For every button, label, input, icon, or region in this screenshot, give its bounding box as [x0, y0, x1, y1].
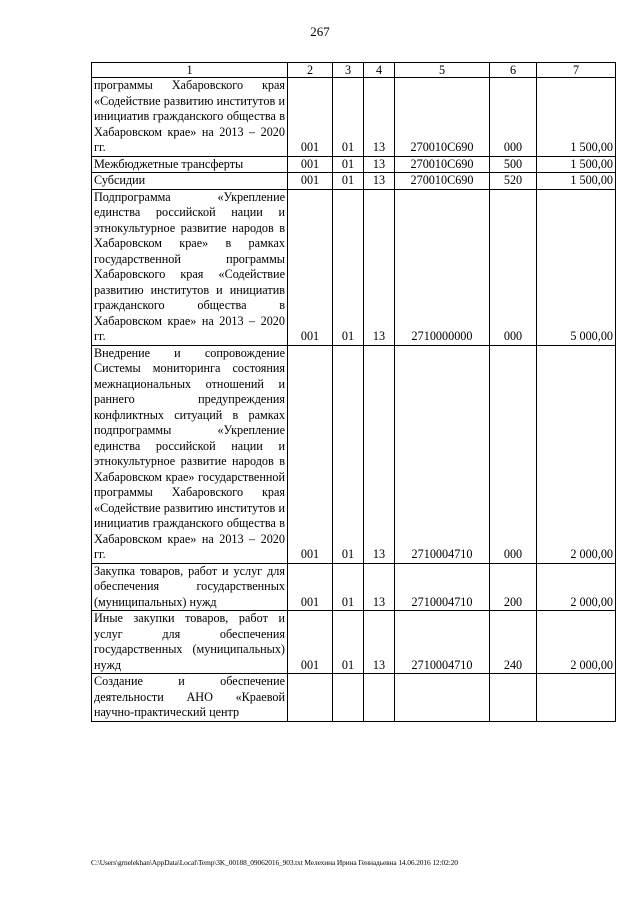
cell-target-article: 270010С690: [395, 156, 490, 173]
cell-expense-type: 240: [490, 611, 537, 674]
cell-amount: [537, 674, 616, 722]
cell-ministry-code: 001: [288, 189, 333, 345]
table-row: [92, 611, 616, 674]
table-row: [92, 78, 616, 157]
cell-subsection: 13: [364, 173, 395, 190]
cell-expense-type: 000: [490, 189, 537, 345]
cell-amount: 2 000,00: [537, 345, 616, 563]
file-path-footer: C:\Users\grnelekhan\AppData\Local\Temp\3K_00188_09062016_903.txt Мелехина Ирина Геннадьевна 14.06.2016 12:02:20: [91, 858, 458, 867]
row-name: Внедрение и сопровождение Системы мониторинга состояния межнациональных отношений и раннего предупреждения конфликтных ситуаций в рамках подпрограммы «Укрепление единства российской нации и этнокультурное развитие народов в Хабаровском крае» государственной программы Хабаровского края «Содействие развитию институтов и инициатив гражданского общества в Хабаровском крае» на 2013 – 2020 гг.: [92, 345, 288, 563]
cell-target-article: 2710000000: [395, 189, 490, 345]
header-row: [92, 63, 616, 78]
cell-section: 01: [333, 173, 364, 190]
row-name: программы Хабаровского края «Содействие развитию институтов и инициатив гражданского общества в Хабаровском крае» на 2013 – 2020 гг.: [92, 78, 288, 157]
budget-table: [91, 62, 616, 722]
table-row: [92, 189, 616, 345]
cell-section: 01: [333, 611, 364, 674]
cell-target-article: 270010С690: [395, 78, 490, 157]
column-header: 4: [364, 63, 395, 78]
table-row: [92, 156, 616, 173]
cell-ministry-code: 001: [288, 611, 333, 674]
column-header: 5: [395, 63, 490, 78]
row-name: Субсидии: [92, 173, 288, 190]
row-name: Создание и обеспечение деятельности АНО «Краевой научно-практический центр: [92, 674, 288, 722]
cell-section: 01: [333, 345, 364, 563]
cell-expense-type: 500: [490, 156, 537, 173]
cell-section: 01: [333, 78, 364, 157]
column-header: 2: [288, 63, 333, 78]
cell-amount: 2 000,00: [537, 563, 616, 611]
cell-expense-type: [490, 674, 537, 722]
cell-expense-type: 000: [490, 78, 537, 157]
cell-ministry-code: 001: [288, 156, 333, 173]
column-header: 6: [490, 63, 537, 78]
cell-ministry-code: 001: [288, 563, 333, 611]
cell-section: 01: [333, 189, 364, 345]
table-row: [92, 173, 616, 190]
cell-amount: 5 000,00: [537, 189, 616, 345]
column-header: 7: [537, 63, 616, 78]
cell-target-article: 2710004710: [395, 345, 490, 563]
cell-expense-type: 200: [490, 563, 537, 611]
cell-subsection: 13: [364, 345, 395, 563]
row-name: Подпрограмма «Укрепление единства российской нации и этнокультурное развитие народов в Хабаровском крае» в рамках государственной программы Хабаровского края «Содействие развитию институтов и инициатив гражданского общества в Хабаровском крае» на 2013 – 2020 гг.: [92, 189, 288, 345]
table-row: [92, 345, 616, 563]
cell-section: [333, 674, 364, 722]
cell-ministry-code: 001: [288, 78, 333, 157]
cell-subsection: 13: [364, 189, 395, 345]
cell-subsection: 13: [364, 156, 395, 173]
column-header: 1: [92, 63, 288, 78]
table-row: [92, 563, 616, 611]
cell-subsection: 13: [364, 563, 395, 611]
row-name: Закупка товаров, работ и услуг для обеспечения государственных (муниципальных) нужд: [92, 563, 288, 611]
cell-expense-type: 000: [490, 345, 537, 563]
cell-amount: 1 500,00: [537, 156, 616, 173]
cell-target-article: 270010С690: [395, 173, 490, 190]
cell-ministry-code: [288, 674, 333, 722]
row-name: Иные закупки товаров, работ и услуг для обеспечения государственных (муниципальных) нужд: [92, 611, 288, 674]
cell-expense-type: 520: [490, 173, 537, 190]
cell-amount: 2 000,00: [537, 611, 616, 674]
column-header: 3: [333, 63, 364, 78]
cell-ministry-code: 001: [288, 345, 333, 563]
cell-amount: 1 500,00: [537, 78, 616, 157]
page-number: 267: [310, 24, 330, 39]
cell-amount: 1 500,00: [537, 173, 616, 190]
cell-target-article: [395, 674, 490, 722]
cell-target-article: 2710004710: [395, 611, 490, 674]
cell-section: 01: [333, 563, 364, 611]
cell-subsection: 13: [364, 611, 395, 674]
cell-target-article: 2710004710: [395, 563, 490, 611]
cell-section: 01: [333, 156, 364, 173]
cell-ministry-code: 001: [288, 173, 333, 190]
cell-subsection: [364, 674, 395, 722]
table-row: [92, 674, 616, 722]
row-name: Межбюджетные трансферты: [92, 156, 288, 173]
cell-subsection: 13: [364, 78, 395, 157]
